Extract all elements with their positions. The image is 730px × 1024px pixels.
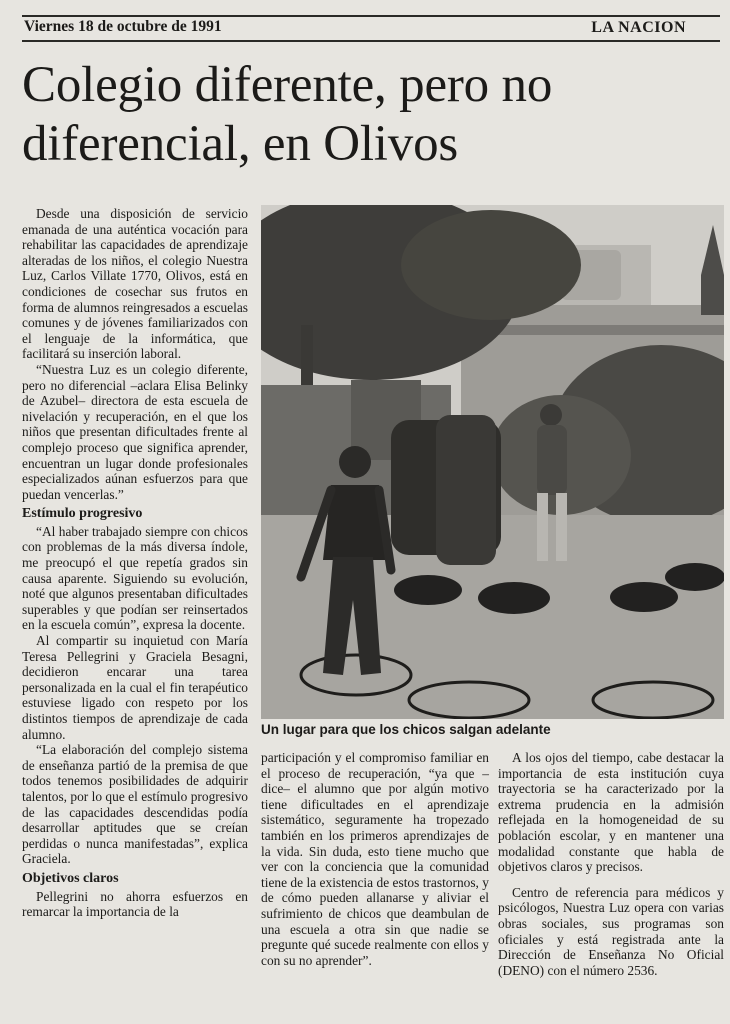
paragraph: Al compartir su inquietud con María Teresa Pellegrini y Graciela Besagni, decidieron encarar una tarea personalizada en la cual el fin terapéutico estuviese ligado con respeto por los distintos tiempos de aprendizaje de cada alumno.: [22, 633, 248, 742]
paragraph: “La elaboración del complejo sistema de enseñanza partió de la premisa de que todos tenemos posibilidades de adquirir talentos, por lo que el estímulo progresivo de las capacidades descendidas podía desarrollar aptitudes que se creían perdidas o nunca manifestadas”, explica Graciela.: [22, 742, 248, 867]
paragraph: “Nuestra Luz es un colegio diferente, pero no diferencial –aclara Elisa Belinky de Azubel– directora de esta escuela de nivelación y recuperación, en el que los niños que presentan dificultades frente al complejo proceso que significa aprender, encuentran un lugar donde profesionales especializados aúnan esfuerzos para que puedan vencerlas.”: [22, 361, 248, 502]
paragraph: “Al haber trabajado siempre con chicos con problemas de la más diversa índole, me preocupó el que repetía grados sin causa aparente. Siguiendo su evolución, noté que algunos presentaban dificultades superables y que podían ser reinsertados en la escuela común”, expresa la docente.: [22, 523, 248, 633]
article-column-3: [498, 750, 724, 978]
subheading-objetivos: Objetivos claros: [22, 870, 119, 886]
paragraph: A los ojos del tiempo, cabe destacar la importancia de esta institución cuya trayectoria se ha caracterizado por la extrema prudencia en la admisión reflejada en la homogeneidad de su población escolar, y en mantener una modalidad constante que habla de objetivos claros y precisos.: [498, 750, 724, 875]
issue-date: Viernes 18 de octubre de 1991: [24, 18, 222, 35]
photo-caption: Un lugar para que los chicos salgan adelante: [261, 722, 551, 737]
article-column-1: [22, 206, 248, 920]
article-column-2: [261, 750, 489, 968]
paragraph: Centro de referencia para médicos y psicólogos, Nuestra Luz opera con varias obras sociales, sus programas son oficiales y está registrada ante la Dirección de Enseñanza No Oficial (DENO) con el número 2536.: [498, 884, 724, 978]
header-rule-top: [22, 15, 720, 17]
newspaper-name: LA NACION: [591, 19, 686, 36]
article-headline: Colegio diferente, pero no diferencial, en Olivos: [22, 57, 553, 172]
article-photo: [261, 205, 724, 719]
subheading-estimulo: Estímulo progresivo: [22, 506, 143, 522]
header-rule-bottom: [22, 40, 720, 42]
paragraph: Pellegrini no ahorra esfuerzos en remarcar la importancia de la: [22, 888, 248, 920]
paragraph: Desde una disposición de servicio emanada de una auténtica vocación para rehabilitar las capacidades de aprendizaje alteradas de los niños, el colegio Nuestra Luz, Carlos Villate 1770, Olivos, está en condiciones de cosechar sus frutos en forma de alumnos reingresados a escuelas comunes y de jóvenes familiarizados con el lenguaje de la informática, que facilitará su inserción laboral.: [22, 206, 248, 362]
paragraph: participación y el compromiso familiar en el proceso de recuperación, “ya que –dice– el alumno que por algún motivo tiene dificultades en el aprendizaje sistemático, seguramente ha tropezado también en los primeros aprendizajes de la vida. Sin duda, esto tiene mucho que ver con la conciencia que la comunidad tiene de la existencia de estos trastornos, y de cómo pueden allanarse y aliviar el sufrimiento de chicos que deambulan de una escuela a otra sin que nadie se pregunte qué sucede realmente con ellos y con su no aprender”.: [261, 750, 489, 968]
